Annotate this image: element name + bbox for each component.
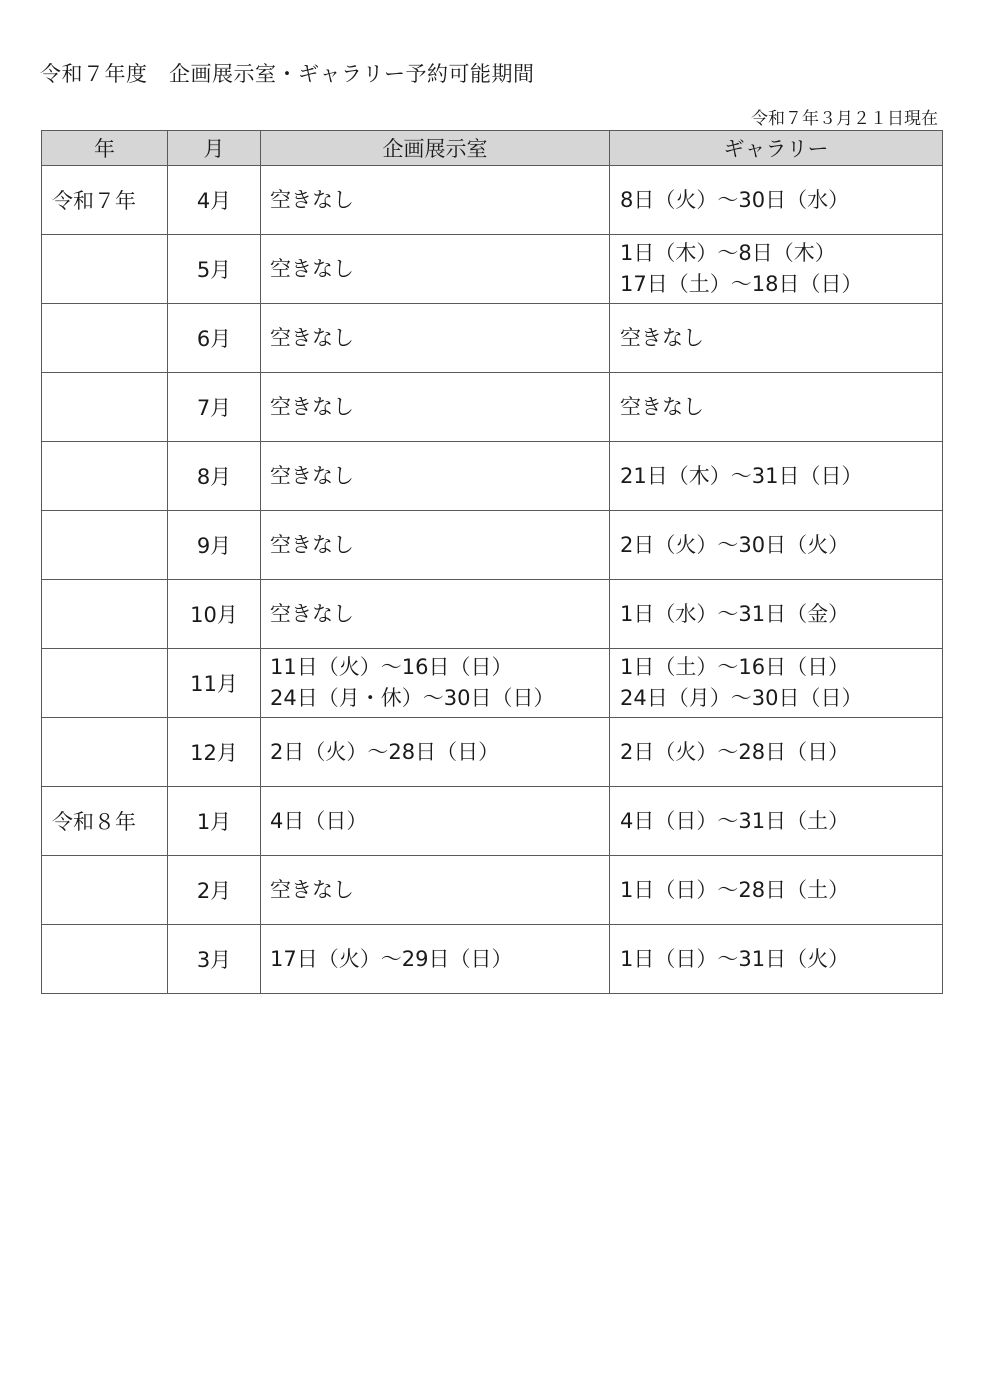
gallery-period: 1日（日）～28日（土） [620,877,850,902]
gallery-cell [610,580,943,649]
gallery-period: 2日（火）～30日（火） [620,532,850,557]
gallery-period: 21日（木）～31日（日） [620,463,863,488]
year-cell: 令和７年 [42,166,168,235]
exhibition-room-period: 2日（火）～28日（日） [270,739,500,764]
month-cell: 9月 [168,511,261,580]
gallery-cell [610,649,943,718]
gallery-period: 24日（月）～30日（日） [620,686,863,710]
table-body [42,166,943,994]
year-cell [42,373,168,442]
table-row [42,856,943,925]
exhibition-room-period: 空きなし [270,877,354,902]
exhibition-room-cell [261,925,610,994]
exhibition-room-cell [261,856,610,925]
year-cell [42,718,168,787]
month-cell: 10月 [168,580,261,649]
exhibition-room-period: 4日（日） [270,808,368,833]
exhibition-room-cell [261,511,610,580]
exhibition-room-cell [261,787,610,856]
header-gallery: ギャラリー [610,131,943,166]
month-cell: 6月 [168,304,261,373]
year-cell [42,649,168,718]
month-cell: 4月 [168,166,261,235]
table-row [42,235,943,304]
exhibition-room-cell [261,373,610,442]
gallery-period: 1日（日）～31日（火） [620,946,850,971]
exhibition-room-period: 空きなし [270,601,354,626]
year-cell: 令和８年 [42,787,168,856]
exhibition-room-cell [261,304,610,373]
month-cell: 5月 [168,235,261,304]
month-cell: 11月 [168,649,261,718]
gallery-period: 1日（土）～16日（日） [620,655,850,679]
exhibition-room-cell [261,166,610,235]
year-cell [42,235,168,304]
exhibition-room-period: 空きなし [270,532,354,557]
gallery-period: 空きなし [620,394,704,419]
year-cell [42,442,168,511]
gallery-period: 17日（土）～18日（日） [620,272,863,296]
as-of-date: 令和７年３月２１日現在 [751,109,938,129]
year-cell [42,856,168,925]
table-row [42,649,943,718]
table-row [42,787,943,856]
reservation-availability-table [41,130,943,994]
gallery-cell [610,856,943,925]
table-header [42,131,943,166]
exhibition-room-period: 24日（月・休）～30日（日） [270,686,555,710]
gallery-cell [610,718,943,787]
gallery-period: 1日（水）～31日（金） [620,601,850,626]
exhibition-room-period: 空きなし [270,463,354,488]
gallery-period: 8日（火）～30日（水） [620,187,850,212]
exhibition-room-period: 17日（火）～29日（日） [270,946,513,971]
exhibition-room-cell [261,649,610,718]
year-cell [42,511,168,580]
exhibition-room-period: 空きなし [270,394,354,419]
gallery-cell [610,511,943,580]
table-row [42,373,943,442]
gallery-cell [610,304,943,373]
gallery-cell [610,442,943,511]
header-month: 月 [168,131,261,166]
month-cell: 12月 [168,718,261,787]
exhibition-room-cell [261,580,610,649]
year-cell [42,580,168,649]
exhibition-room-period: 空きなし [270,256,354,281]
month-cell: 2月 [168,856,261,925]
table-row [42,925,943,994]
gallery-period: 空きなし [620,325,704,350]
gallery-cell [610,925,943,994]
gallery-period: 1日（木）～8日（木） [620,241,836,265]
header-row [42,131,943,166]
exhibition-room-cell [261,718,610,787]
year-cell [42,304,168,373]
table-row [42,442,943,511]
exhibition-room-cell [261,442,610,511]
month-cell: 8月 [168,442,261,511]
gallery-period: 2日（火）～28日（日） [620,739,850,764]
month-cell: 1月 [168,787,261,856]
header-year: 年 [42,131,168,166]
month-cell: 3月 [168,925,261,994]
exhibition-room-period: 空きなし [270,187,354,212]
table-row [42,511,943,580]
exhibition-room-cell [261,235,610,304]
table-row [42,166,943,235]
month-cell: 7月 [168,373,261,442]
gallery-cell [610,166,943,235]
gallery-cell [610,235,943,304]
gallery-period: 4日（日）～31日（土） [620,808,850,833]
header-exhibition-room: 企画展示室 [261,131,610,166]
gallery-cell [610,787,943,856]
year-cell [42,925,168,994]
document-title: 令和７年度 企画展示室・ギャラリー予約可能期間 [40,62,535,86]
table-row [42,580,943,649]
gallery-cell [610,373,943,442]
table-row [42,718,943,787]
exhibition-room-period: 11日（火）～16日（日） [270,655,513,679]
exhibition-room-period: 空きなし [270,325,354,350]
table-row [42,304,943,373]
